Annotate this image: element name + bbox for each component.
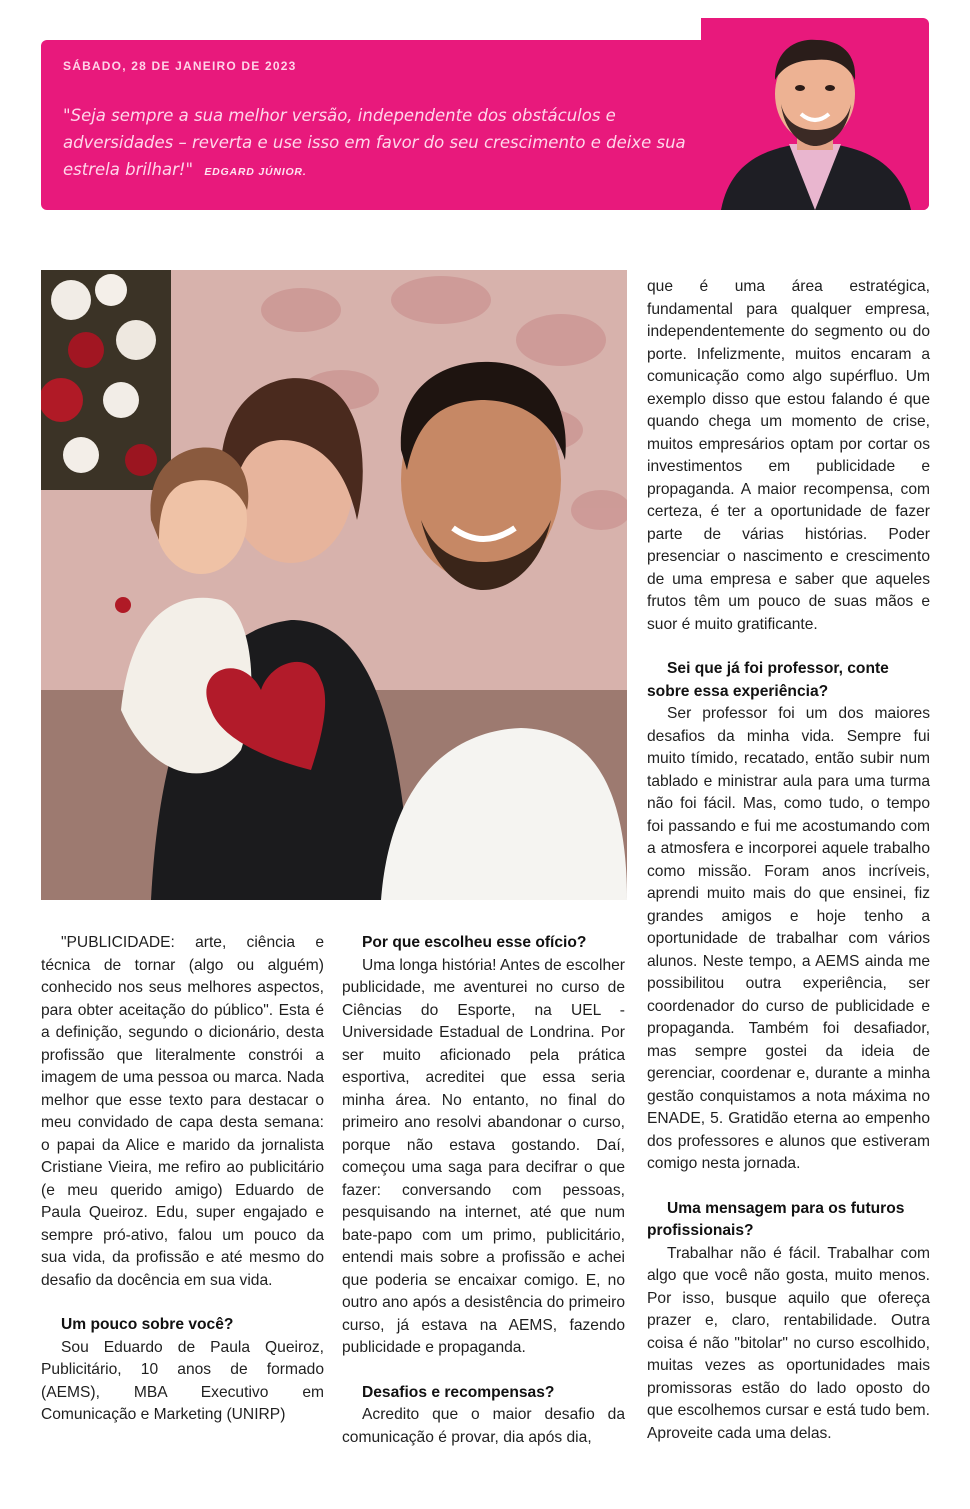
question-heading: Por que escolheu esse ofício? xyxy=(362,934,587,951)
answer-paragraph: Ser professor foi um dos maiores desafios da minha vida. Sempre fui muito tímido, recatado, então subir num tablado e ministrar aula para uma turma não foi fácil. Mas, como tudo, o tempo foi passando e fui me acostumando com a atmosfera e incorporei aquele trabalho como missão. Foram anos incríveis, aprendi muito mais do que ensinei, fiz grandes amigos e hoje tenho a oportunidade de trabalhar com vários alunos. Neste tempo, a AEMS ainda me possibilitou outra experiência, ser coordenador do curso de publicidade e propaganda. Também foi desafiador, mas sempre gostei da ideia de gerenciar, coordenar e, durante a minha gestão conquistamos a nota máxima no ENADE, 5. Gratidão eterna ao empenho dos professores e alunos que estiveram comigo nesta jornada. xyxy=(647,705,930,1172)
question-heading: Sei que já foi professor, conte sobre essa experiência? xyxy=(647,660,889,700)
text-column-1 xyxy=(41,932,324,1427)
answer-paragraph: Trabalhar não é fácil. Trabalhar com algo que você não gosta, muito menos. Por isso, busque aquilo que ofereça prazer e, claro, rentabilidade. Outra coisa é não "bitolar" no curso escolhido, muitas vezes as oportunidades mais promissoras estão do lado oposto do que escolhemos cursar e está tudo bem. Aproveite cada uma delas. xyxy=(647,1244,930,1442)
answer-paragraph: Acredito que o maior desafio da comunicação é provar, dia após dia, xyxy=(342,1406,625,1446)
answer-paragraph: Sou Eduardo de Paula Queiroz, Publicitário, 10 anos de formado (AEMS), MBA Executivo em Comunicação e Marketing (UNIRP) xyxy=(41,1338,324,1423)
quote-author: EDGARD JÚNIOR. xyxy=(204,166,307,178)
publication-date: SÁBADO, 28 DE JANEIRO DE 2023 xyxy=(63,59,297,73)
text-column-3 xyxy=(647,276,930,1445)
text-column-2 xyxy=(342,932,625,1449)
question-heading: Desafios e recompensas? xyxy=(362,1383,555,1401)
answer-paragraph: Uma longa história! Antes de escolher publicidade, me aventurei no curso de Ciências do Esporte, na UEL - Universidade Estadual de Londrina. Por ser muito aficionado pela prática esportiva, acreditei que essa seria minha área. No entanto, no final do primeiro ano resolvi abandonar o curso, porque não estava gostando. Daí, começou uma saga para decifrar o que fazer: conversando com pessoas, pesquisando na internet, até que num bate-papo com um primo, publicitário, entendi mais sobre a profissão e achei que poderia se encaixar comigo. E, no outro ano após a desistência do primeiro curso, já estava na AEMS, fazendo publicidade e propaganda. xyxy=(342,956,625,1356)
intro-paragraph: "PUBLICIDADE: arte, ciência e técnica de tornar (algo ou alguém) conhecido nos seus melhores aspectos, para obter aceitação do público". Esta é a definição, segundo o dicionário, desta profissão que literalmente constrói a imagem de uma pessoa ou marca. Nada melhor que esse texto para destacar o meu convidado de capa desta semana: o papai da Alice e marido da jornalista Cristiane Vieira, me refiro ao publicitário (e meu querido amigo) Eduardo de Paula Queiroz. Edu, super engajado e sempre pró-ativo, falou um pouco da sua vida, da profissão e até mesmo do desafio da docência em sua vida. xyxy=(41,934,324,1289)
question-heading: Uma mensagem para os futuros profissionais? xyxy=(647,1199,905,1239)
quote-text: "Seja sempre a sua melhor versão, independente dos obstáculos e adversidades – reverta e use isso em favor do seu crescimento e deixe sua estrela brilhar!" xyxy=(63,106,686,179)
header-banner xyxy=(41,40,929,210)
question-heading: Um pouco sobre você? xyxy=(61,1316,234,1333)
family-photo xyxy=(41,270,627,900)
columnist-portrait xyxy=(701,18,929,210)
answer-paragraph-continued: que é uma área estratégica, fundamental para qualquer empresa, independentemente do segmento ou do porte. Infelizmente, muitos encaram a comunicação como algo supérfluo. Um exemplo disso que estou falando é que quando chega um momento de crise, muitos empresários optam por cortar os investimentos em publicidade e propaganda. A maior recompensa, com certeza, é ter a oportunidade de fazer parte de várias histórias. Poder presenciar o nascimento e crescimento de uma empresa e saber que aqueles frutos têm um pouco de suas mãos e suor é muito gratificante. xyxy=(647,278,930,633)
header-quote xyxy=(63,102,703,186)
